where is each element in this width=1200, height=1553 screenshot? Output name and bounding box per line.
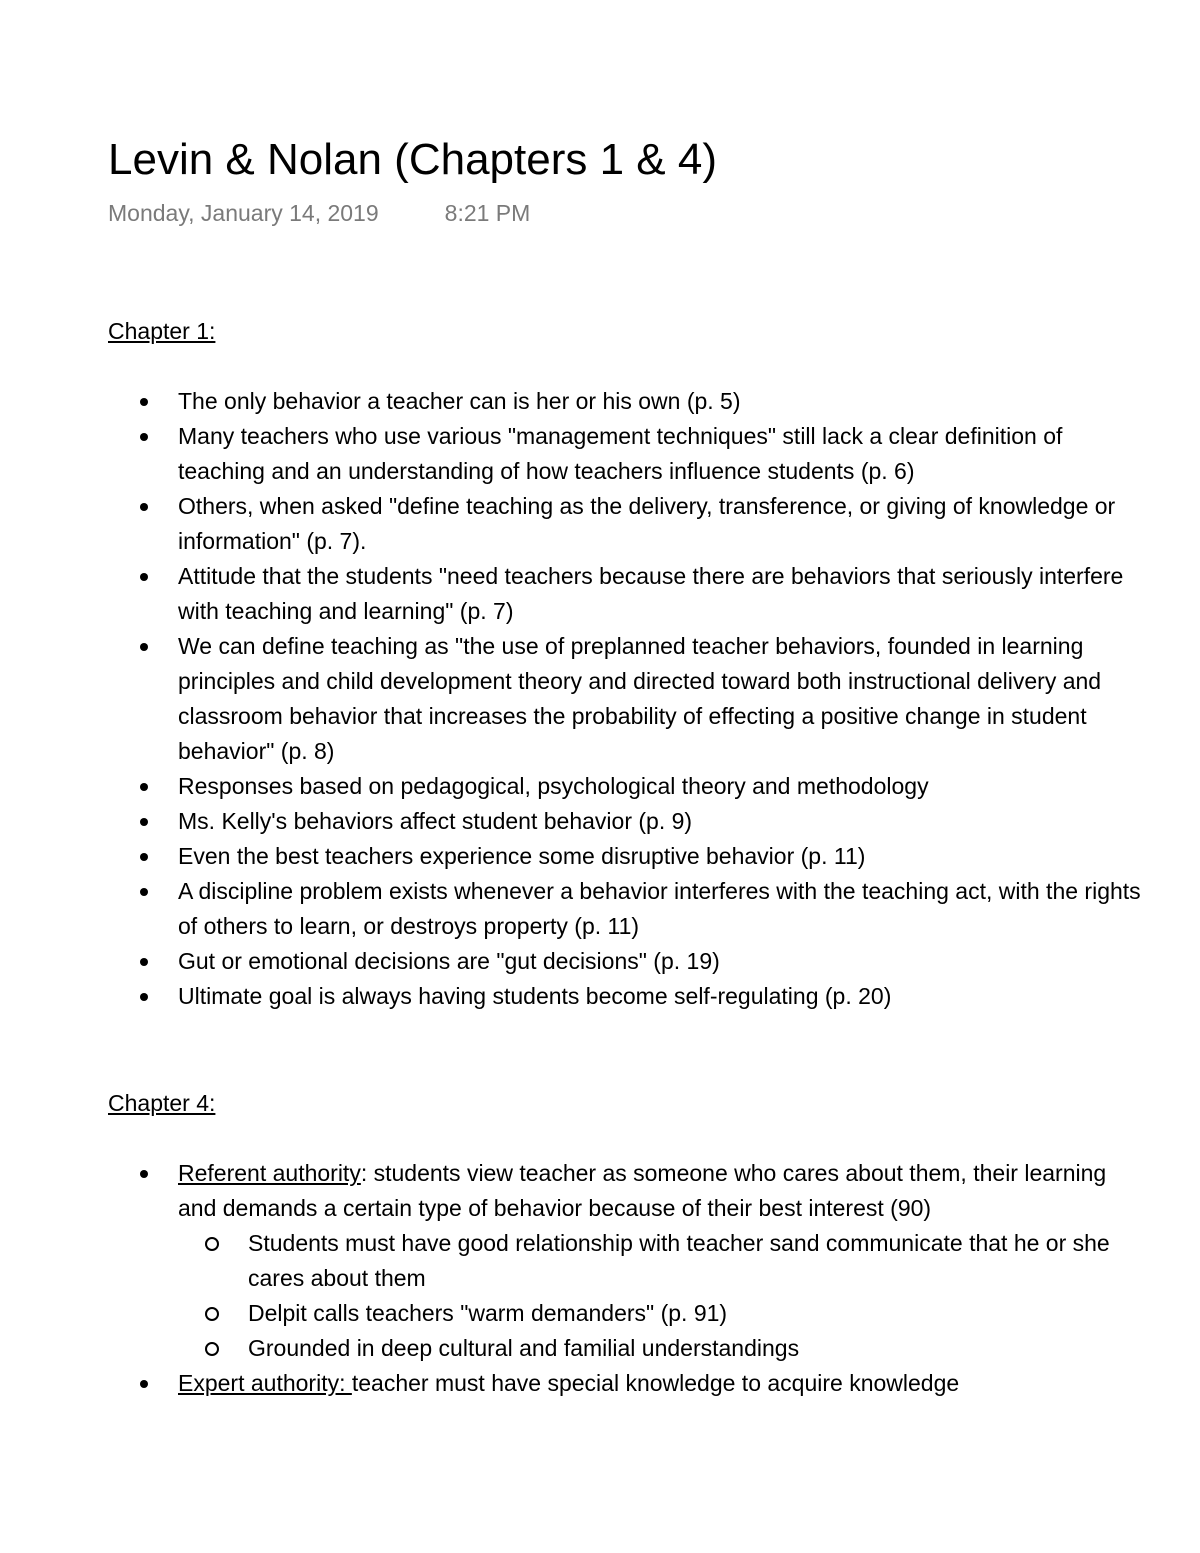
- bullet-icon: [140, 398, 148, 406]
- bullet-icon: [140, 818, 148, 826]
- circle-bullet-icon: [205, 1307, 219, 1321]
- bullet-icon: [140, 643, 148, 651]
- chapter-1-section: [108, 314, 1148, 1014]
- list-item: Ms. Kelly's behaviors affect student behavior (p. 9): [108, 804, 1148, 839]
- list-item: Many teachers who use various "management techniques" still lack a clear definition of teaching and an understanding of how teachers influence students (p. 6): [108, 419, 1148, 489]
- sub-list-item: Delpit calls teachers "warm demanders" (p. 91): [178, 1296, 1148, 1331]
- bullet-icon: [140, 888, 148, 896]
- bullet-icon: [140, 1380, 148, 1388]
- list-item: A discipline problem exists whenever a behavior interferes with the teaching act, with the rights of others to learn, or destroys property (p. 11): [108, 874, 1148, 944]
- bullet-icon: [140, 993, 148, 1001]
- list-item: Others, when asked "define teaching as the delivery, transference, or giving of knowledge or information" (p. 7).: [108, 489, 1148, 559]
- bullet-icon: [140, 433, 148, 441]
- note-date: Monday, January 14, 2019: [108, 200, 379, 226]
- circle-bullet-icon: [205, 1237, 219, 1251]
- list-item: Attitude that the students "need teachers because there are behaviors that seriously interfere with teaching and learning" (p. 7): [108, 559, 1148, 629]
- bullet-icon: [140, 503, 148, 511]
- circle-bullet-icon: [205, 1342, 219, 1356]
- chapter-1-list: [108, 384, 1148, 1014]
- note-time: 8:21 PM: [444, 200, 531, 226]
- page-title: Levin & Nolan (Chapters 1 & 4): [108, 135, 717, 184]
- list-item: We can define teaching as "the use of preplanned teacher behaviors, founded in learning principles and child development theory and directed toward both instructional delivery and classroom behavior that increases the probability of effecting a positive change in student behavior" (p. 8): [108, 629, 1148, 769]
- sub-list-item: Grounded in deep cultural and familial understandings: [178, 1331, 1148, 1366]
- list-item: Even the best teachers experience some disruptive behavior (p. 11): [108, 839, 1148, 874]
- list-item-referent-authority: Referent authority: students view teacher as someone who cares about them, their learning and demands a certain type of behavior because of their best interest (90) Students must have good relationship with teacher sand communicate that he or she cares about them Delpit calls teachers "warm demanders" (p. 91) Grounded in deep cultural and familial understandings: [108, 1156, 1148, 1366]
- referent-sublist: [178, 1226, 1148, 1366]
- list-item-expert-authority: Expert authority: teacher must have special knowledge to acquire knowledge: [108, 1366, 1148, 1401]
- chapter-4-section: [108, 1086, 1148, 1401]
- chapter-1-heading: Chapter 1:: [108, 318, 216, 344]
- list-item: Ultimate goal is always having students become self-regulating (p. 20): [108, 979, 1148, 1014]
- bullet-icon: [140, 1170, 148, 1178]
- bullet-icon: [140, 783, 148, 791]
- list-item: Gut or emotional decisions are "gut decisions" (p. 19): [108, 944, 1148, 979]
- note-timestamp: [108, 196, 530, 230]
- term-expert-authority: Expert authority:: [178, 1370, 352, 1396]
- term-referent-authority: Referent authority: [178, 1160, 361, 1186]
- sub-list-item: Students must have good relationship with teacher sand communicate that he or she cares about them: [178, 1226, 1148, 1296]
- bullet-icon: [140, 958, 148, 966]
- chapter-4-heading: Chapter 4:: [108, 1090, 216, 1116]
- bullet-icon: [140, 853, 148, 861]
- bullet-icon: [140, 573, 148, 581]
- list-item: The only behavior a teacher can is her or his own (p. 5): [108, 384, 1148, 419]
- chapter-4-list: [108, 1156, 1148, 1401]
- list-item: Responses based on pedagogical, psychological theory and methodology: [108, 769, 1148, 804]
